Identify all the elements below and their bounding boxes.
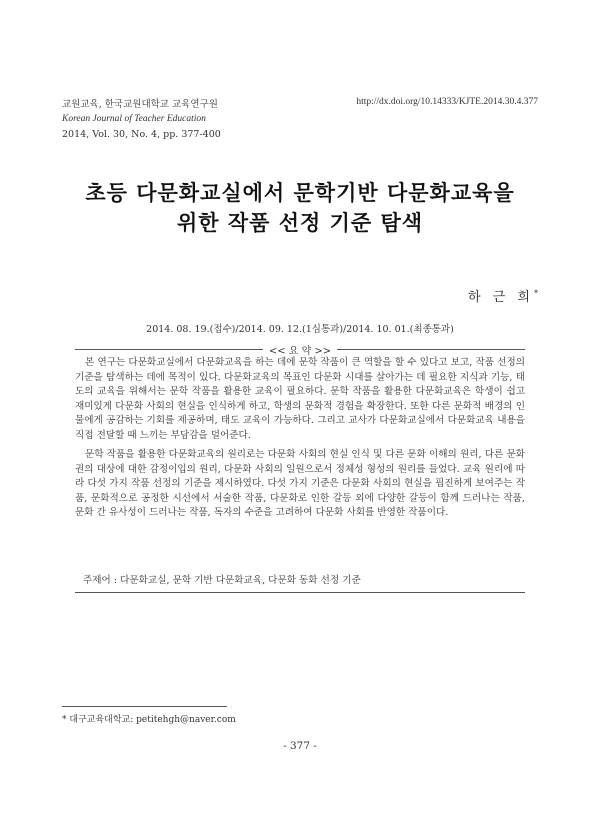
- author-email[interactable]: petitehgh@naver.com: [136, 715, 236, 725]
- keywords-divider: [75, 592, 525, 593]
- title-line-1: 초등 다문화교실에서 문학기반 다문화교육을: [85, 181, 515, 205]
- citation-line: 2014, Vol. 30, No. 4, pp. 377-400: [62, 129, 221, 140]
- publisher-line: 교원교육, 한국교원대학교 교육연구원: [62, 99, 218, 110]
- journal-name: Korean Journal of Teacher Education: [62, 114, 206, 124]
- author-affiliation: 대구교육대학교:: [69, 715, 134, 725]
- footnote-divider: [62, 706, 227, 707]
- author: [468, 286, 538, 305]
- summary-heading-text: << 요 약 >>: [268, 346, 332, 357]
- footnote: [62, 712, 236, 725]
- author-name: 하 근 희: [468, 290, 534, 305]
- summary-heading: [75, 342, 525, 357]
- author-footnote-mark: *: [534, 288, 538, 298]
- page-number: - 377 -: [283, 740, 317, 752]
- paper-title: [40, 178, 560, 238]
- doi-link[interactable]: http://dx.doi.org/10.14333/KJTE.2014.30.4.377: [356, 97, 538, 107]
- summary-rule-right: [337, 349, 525, 350]
- footnote-mark: *: [62, 715, 67, 725]
- abstract-paragraph: 문학 작품을 활용한 다문화교육의 원리로는 다문화 사회의 현실 인식 및 다른 문화 이해의 원리, 다른 문화권의 대상에 대한 감정이입의 원리, 다문화 사회의 일원으로서 정체성 형성의 원리를 들었다. 교육 원리에 따라 다섯 가지 작품 선정의 기준을 제시하였다. 다섯 가지 기준은 다문화 사회의 현실을 핍진하게 보여주는 작품, 문화적으로 공정한 시선에서 서술한 작품, 다문화로 인한 갈등 외에 다양한 갈등이 함께 드러나는 작품, 문화 간 유사성이 드러나는 작품, 독자의 수준을 고려하여 다문화 사회를 반영한 작품이다.: [75, 449, 525, 518]
- abstract: [75, 356, 525, 521]
- submission-dates: 2014. 08. 19.(접수)/2014. 09. 12.(1심통과)/2014. 10. 01.(최종통과): [146, 324, 454, 335]
- keywords: 주제어 : 다문화교실, 문학 기반 다문화교육, 다문화 동화 선정 기준: [83, 575, 361, 586]
- abstract-paragraph: 본 연구는 다문화교실에서 다문화교육을 하는 데에 문학 작품이 큰 역할을 할 수 있다고 보고, 작품 선정의 기준을 탐색하는 데에 목적이 있다. 다문화교육의 목표인 다문화 시대를 살아가는 데 필요한 지식과 기능, 태도의 교육을 위해서는 문학 작품을 활용한 교육이 필요하다. 문학 작품을 활용한 다문화교육은 학생이 쉽고 재미있게 다문화 사회의 현실을 인식하게 하고, 학생의 문화적 경험을 확장한다. 또한 다른 문화적 배경의 인물에게 공감하는 기회를 제공하며, 태도 교육이 가능하다. 그리고 교사가 다문화교실에서 다문화교육 내용을 직접 전달할 때 느끼는 부담감을 덜어준다.: [75, 357, 525, 441]
- journal-header: [62, 97, 221, 142]
- title-line-2: 위한 작품 선정 기준 탐색: [176, 211, 424, 235]
- summary-rule-left: [75, 349, 263, 350]
